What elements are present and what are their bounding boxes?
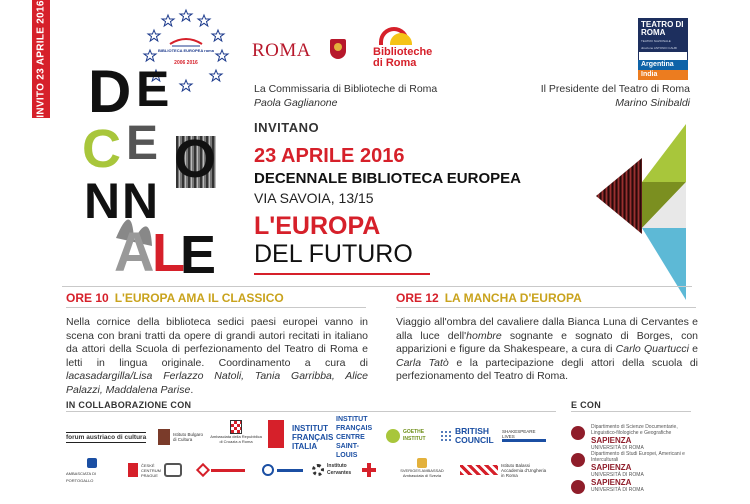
teatro-director: direzione ANTONIO CALBI bbox=[641, 46, 677, 50]
collab-heading: IN COLLABORAZIONE CON bbox=[66, 400, 192, 410]
roma-crest-icon bbox=[330, 39, 346, 59]
letter-c: C bbox=[82, 119, 121, 179]
partner-polish-institute bbox=[198, 462, 254, 478]
section-2-time: ORE 12 bbox=[396, 291, 439, 305]
title-underline bbox=[254, 273, 430, 275]
econ-heading: E CON bbox=[571, 400, 602, 410]
title-line-2: DEL FUTURO bbox=[254, 240, 413, 268]
section-1-label: L'EUROPA AMA IL CLASSICO bbox=[114, 291, 284, 305]
partner-red-banner-icon bbox=[268, 420, 284, 448]
event-date: 23 APRILE 2016 bbox=[254, 145, 405, 167]
letter-a: A bbox=[114, 220, 155, 283]
slovak-institute-icon bbox=[164, 463, 182, 477]
partner-austrian-forum: forum austriaco di cultura bbox=[66, 433, 147, 441]
beu-seal-label: BIBLIOTECA EUROPEA roma bbox=[158, 48, 214, 53]
cervantes-icon bbox=[312, 464, 324, 476]
biblioteche-di-roma-logo bbox=[373, 27, 433, 72]
sweden-crown-icon bbox=[417, 458, 427, 468]
partner-goethe-institut: GOETHE INSTITUT bbox=[386, 428, 428, 444]
section-2-text: Viaggio all'ombra del cavaliere dalla Bianca Luna di Cervantes e alla luce dell'hombre sognante e sognato di Borges, con apparizioni e figure da Shakespeare, a cura di Carlo Quartucci e Carla Tatò e la partecipazione degli attori della scuola di perfezionamento del Teatro di Roma. bbox=[396, 316, 698, 383]
side-tab-label: INVITO 23 APRILE 2016 bbox=[35, 0, 47, 118]
sapienza-seal-icon bbox=[571, 453, 585, 467]
host-right bbox=[541, 82, 690, 110]
beu-seal-years: 2006 2016 bbox=[174, 60, 198, 66]
partner-portugal-embassy: AMBASCIATA DI PORTOGALLO bbox=[66, 458, 118, 484]
event-venue: VIA SAVOIA, 13/15 bbox=[254, 190, 374, 206]
letter-d: D bbox=[88, 58, 132, 125]
roma-logo: ROMA bbox=[252, 40, 312, 61]
partner-czech-centre: ČESKÉ CENTRUM PRAGUE bbox=[128, 460, 160, 480]
teatro-di-roma-logo bbox=[638, 18, 688, 90]
sapienza-seal-icon bbox=[571, 426, 585, 440]
partner-shakespeare-lives: SHAKESPEARE LIVES bbox=[502, 426, 546, 444]
geometric-triangles-graphic bbox=[596, 124, 690, 300]
partner-institut-francais-italia: INSTITUT FRANÇAIS ITALIA bbox=[292, 423, 334, 451]
host-left-role: La Commissaria di Biblioteche di Roma bbox=[254, 83, 438, 95]
partner-institut-francais-centre: INSTITUT FRANÇAIS CENTRE SAINT-LOUIS bbox=[336, 415, 373, 459]
econ-sapienza-3: SAPIENZA UNIVERSITÀ DI ROMA bbox=[571, 474, 691, 500]
partner-croatia-embassy: Ambasciata della Repubblica di Croazia a Roma bbox=[210, 420, 262, 450]
teatro-tag-argentina: Argentina bbox=[638, 60, 688, 70]
section-2-label: LA MANCHA D'EUROPA bbox=[444, 291, 582, 305]
letter-e-1: E bbox=[136, 61, 170, 117]
event-name: DECENNALE BIBLIOTECA EUROPEA bbox=[254, 170, 521, 187]
letter-o: O bbox=[174, 129, 217, 189]
host-right-name: Marino Sinibaldi bbox=[615, 97, 690, 109]
invitano-heading: INVITANO bbox=[254, 120, 320, 135]
title-line-1: L'EUROPA bbox=[254, 212, 381, 240]
partner-sweden-embassy: SVERIGES AMBASSAD Ambasciata di Svezia bbox=[394, 458, 450, 482]
side-tab bbox=[32, 0, 50, 118]
sapienza-seal-icon bbox=[571, 480, 585, 494]
letter-e-3: E bbox=[180, 225, 217, 285]
partner-bulgarian-institute: Istituto Bulgaro di Cultura bbox=[158, 426, 206, 448]
partner-slovak-institute bbox=[164, 460, 190, 480]
letter-e-2: E bbox=[126, 117, 159, 170]
biblioteche-logo-text: Biblioteche di Roma bbox=[373, 46, 433, 69]
partner-british-council: BRITISH COUNCIL bbox=[440, 428, 498, 444]
bulgarian-institute-icon bbox=[158, 429, 170, 445]
section-1-time: ORE 10 bbox=[66, 291, 109, 305]
partner-romanian-institute bbox=[262, 462, 308, 478]
econ-sapienza-1: Dipartimento di Scienze Documentarie, Linguistico-filologiche e Geografiche SAPIENZA UNIVERSITÀ DI ROMA bbox=[571, 420, 691, 446]
econ-sapienza-2: Dipartimento di Studi Europei, Americani e Interculturali SAPIENZA UNIVERSITÀ DI ROMA bbox=[571, 447, 691, 473]
teatro-tag-india: India bbox=[638, 70, 688, 80]
section-1-title bbox=[66, 291, 284, 305]
host-left bbox=[254, 82, 437, 110]
letter-n-1: N bbox=[84, 173, 121, 229]
section-2-title bbox=[396, 291, 582, 305]
section-divider bbox=[62, 286, 692, 287]
british-council-dots-icon bbox=[440, 430, 452, 442]
letter-l: L bbox=[152, 223, 185, 283]
romanian-institute-icon bbox=[262, 464, 274, 476]
teatro-sub: TEATRO NAZIONALE bbox=[641, 39, 671, 43]
letter-n-2: N bbox=[122, 173, 159, 229]
croatia-crest-icon bbox=[230, 420, 242, 434]
partner-hungarian-cross-icon bbox=[362, 460, 386, 480]
partner-istituto-balassi: Istituto Balassi Accademia d'Ungheria in Roma bbox=[460, 460, 550, 480]
partner-instituto-cervantes: Instituto Cervantes bbox=[312, 462, 362, 478]
section-1-text: Nella cornice della biblioteca sedici paesi europei vanno in scena con brani tratti da opere di grandi autori recitati in italiano da attori della Scuola di perfezionamento del Teatro di Roma e letti in lingua originale. Coordinamento a cura di lacasadargilla/Lisa Ferlazzo Natoli, Tania Garribba, Alice Palazzi, Maddalena Parise. bbox=[66, 316, 368, 396]
portugal-crest-icon bbox=[87, 458, 97, 468]
decennale-letters bbox=[80, 58, 230, 285]
balassi-pattern-icon bbox=[460, 465, 498, 475]
host-left-name: Paola Gaglianone bbox=[254, 97, 338, 109]
goethe-icon bbox=[386, 429, 400, 443]
czech-centre-icon bbox=[128, 463, 138, 477]
polish-institute-icon bbox=[196, 463, 210, 477]
teatro-name: TEATRO DI ROMA bbox=[641, 20, 684, 37]
host-right-role: Il Presidente del Teatro di Roma bbox=[540, 83, 690, 95]
